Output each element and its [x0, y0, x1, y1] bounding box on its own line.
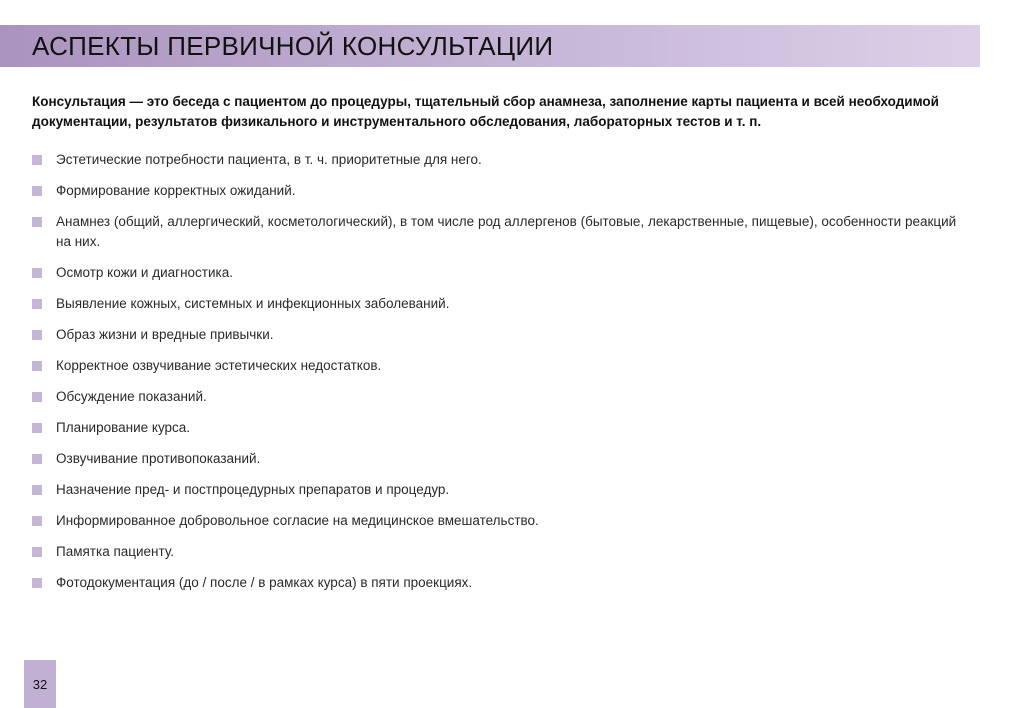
square-bullet-icon — [32, 186, 42, 196]
list-item-text: Выявление кожных, системных и инфекционных заболеваний. — [56, 296, 450, 311]
page-number: 32 — [32, 677, 48, 692]
square-bullet-icon — [32, 454, 42, 464]
list-item — [32, 542, 962, 562]
list-item — [32, 263, 962, 283]
list-item-text: Обсуждение показаний. — [56, 389, 207, 404]
list-item — [32, 418, 962, 438]
square-bullet-icon — [32, 268, 42, 278]
list-item-text: Планирование курса. — [56, 420, 191, 435]
list-item — [32, 294, 962, 314]
list-item — [32, 325, 962, 345]
list-item — [32, 387, 962, 407]
list-item-text: Анамнез (общий, аллергический, косметологический), в том числе род аллергенов (бытовые, лекарственные, пищевые), особенности реакций на них. — [56, 214, 957, 249]
list-item — [32, 181, 962, 201]
square-bullet-icon — [32, 299, 42, 309]
list-item — [32, 356, 962, 376]
list-item — [32, 480, 962, 500]
square-bullet-icon — [32, 578, 42, 588]
header-band — [0, 25, 980, 67]
list-item-text: Осмотр кожи и диагностика. — [56, 265, 233, 280]
intro-paragraph: Консультация — это беседа с пациентом до процедуры, тщательный сбор анамнеза, заполнение карты пациента и всей необходимой документации, результатов физикального и инструментального обследования, лабораторных тестов и т. п. — [32, 94, 939, 129]
list-item-text: Фотодокументация (до / после / в рамках курса) в пяти проекциях. — [56, 575, 473, 590]
list-item-text: Озвучивание противопоказаний. — [56, 451, 261, 466]
list-item-text: Образ жизни и вредные привычки. — [56, 327, 274, 342]
page-number-box — [24, 660, 56, 708]
list-item — [32, 573, 962, 593]
list-item-text: Памятка пациенту. — [56, 544, 174, 559]
square-bullet-icon — [32, 423, 42, 433]
list-item — [32, 212, 962, 252]
page-title: АСПЕКТЫ ПЕРВИЧНОЙ КОНСУЛЬТАЦИИ — [32, 31, 554, 61]
list-item-text: Корректное озвучивание эстетических недостатков. — [56, 358, 382, 373]
square-bullet-icon — [32, 330, 42, 340]
list-item — [32, 449, 962, 469]
list-item — [32, 150, 962, 170]
list-item — [32, 511, 962, 531]
square-bullet-icon — [32, 217, 42, 227]
square-bullet-icon — [32, 361, 42, 371]
list-item-text: Информированное добровольное согласие на медицинское вмешательство. — [56, 513, 539, 528]
square-bullet-icon — [32, 485, 42, 495]
square-bullet-icon — [32, 392, 42, 402]
bullet-list — [32, 150, 962, 604]
square-bullet-icon — [32, 516, 42, 526]
square-bullet-icon — [32, 547, 42, 557]
list-item-text: Назначение пред- и постпроцедурных препаратов и процедур. — [56, 482, 450, 497]
list-item-text: Эстетические потребности пациента, в т. ч. приоритетные для него. — [56, 152, 482, 167]
list-item-text: Формирование корректных ожиданий. — [56, 183, 296, 198]
square-bullet-icon — [32, 155, 42, 165]
